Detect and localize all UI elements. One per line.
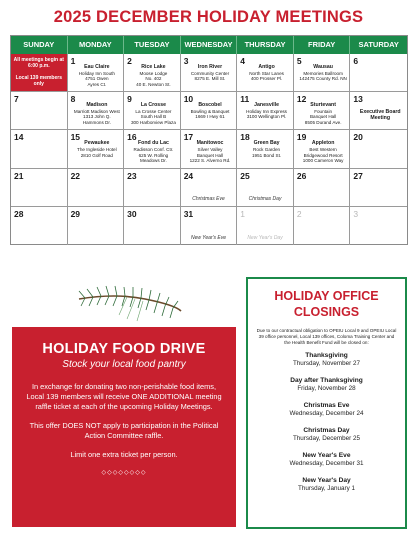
calendar-day — [11, 92, 68, 130]
closings-list — [248, 352, 405, 493]
calendar-day — [181, 92, 238, 130]
day-number: 23 — [127, 170, 137, 181]
meeting-address-line: 2810 Golf Road — [80, 152, 113, 158]
weekday-label: SUNDAY — [11, 36, 68, 54]
meeting-address-line: Rock Garden — [253, 146, 281, 152]
meeting-address-line: 142475 County Rd. NN — [299, 76, 347, 82]
closing-date: Thursday, November 27 — [292, 360, 361, 367]
meeting-event — [129, 141, 178, 163]
calendar-day — [68, 130, 125, 168]
meeting-address-line: Marriott Madison West — [73, 108, 120, 114]
day-number: 6 — [353, 56, 359, 66]
weekday-label: WEDNESDAY — [181, 36, 238, 54]
members-only-notice: Local 139 members only — [15, 75, 62, 87]
food-drive-paragraph: In exchange for donating two non-perishable food items, Local 139 members will receive ONE ADDITIONAL meeting raffle ticket at each of the upcoming Holiday Meetings. — [26, 382, 222, 411]
calendar-day — [181, 130, 238, 168]
calendar-day — [124, 207, 181, 245]
closing-item — [248, 377, 405, 393]
day-number: 19 — [296, 132, 307, 143]
closing-name: Day after Thanksgiving — [290, 377, 363, 384]
meeting-address-line: Hammons Dr. — [82, 119, 111, 125]
meeting-event — [186, 141, 235, 163]
closing-item — [248, 352, 405, 368]
food-drive-paragraph: This offer DOES NOT apply to participation in the Political Action Committee raffle. — [29, 421, 219, 440]
meeting-location: Madison — [86, 102, 108, 109]
meeting-address-line: 300 Harborview Plaza — [130, 119, 176, 125]
day-number: 5 — [296, 56, 302, 66]
meeting-address-line: Moose Lodge — [139, 70, 168, 76]
meeting-time-notice: All meetings begin at 6:00 p.m. — [13, 57, 64, 69]
closings-title-line1: HOLIDAY OFFICE — [274, 289, 379, 303]
meeting-address-line: South Hall B — [140, 114, 167, 120]
day-number: 27 — [353, 170, 363, 181]
calendar-day — [237, 169, 294, 207]
meeting-notice-cell — [11, 54, 68, 92]
meeting-event — [242, 65, 291, 82]
meeting-location: Eau Claire — [84, 64, 110, 70]
closing-name: Thanksgiving — [305, 352, 348, 359]
meeting-address-line: La Crosse Center — [135, 108, 172, 114]
calendar-day — [68, 92, 125, 130]
meeting-event — [186, 65, 235, 82]
day-number: 10 — [183, 94, 194, 105]
meeting-address-line: Fountain — [314, 108, 333, 114]
day-number: 3 — [183, 56, 189, 66]
weekday-label: FRIDAY — [294, 36, 351, 54]
day-number: 25 — [240, 170, 250, 181]
holiday-label: New Year's Day — [247, 235, 283, 241]
closing-date: Thursday, December 25 — [292, 435, 361, 442]
calendar-day — [237, 207, 294, 245]
day-number: 12 — [296, 94, 307, 105]
calendar-day — [68, 169, 125, 207]
closing-item — [248, 427, 405, 443]
meeting-location: Wausau — [313, 64, 333, 70]
meeting-event — [242, 103, 291, 120]
day-number: 20 — [353, 132, 363, 143]
meeting-location: Fond du Lac — [138, 140, 169, 147]
day-number: 11 — [240, 94, 250, 105]
meeting-address-line: 1313 John Q. — [83, 114, 111, 120]
meeting-address-line: 4751 Owen — [85, 76, 109, 82]
closing-item — [248, 402, 405, 418]
weekday-header — [11, 36, 407, 54]
meeting-address-line: 1000 Cameron Way — [302, 158, 344, 164]
meeting-address-line: Banquet Hall — [309, 114, 337, 120]
closings-intro: Due to our contractual obligation to OPEIU Local 9 and OPEIU Local 39 office personnel, Local 139 offices, Coloma Training Center and the Health Benefit Fund will be closed on: — [256, 328, 397, 345]
closing-name: New Year's Day — [302, 477, 351, 484]
meeting-address-line: Holiday Inn South — [78, 70, 115, 76]
food-drive-paragraph: Limit one extra ticket per person. — [70, 450, 178, 459]
meeting-address-line: Silver Valley — [197, 146, 223, 152]
meeting-location: Pewaukee — [84, 140, 110, 147]
calendar-day — [181, 207, 238, 245]
calendar-day — [11, 207, 68, 245]
holiday-label: New Year's Eve — [190, 235, 227, 241]
day-number: 13 — [353, 94, 363, 105]
meeting-event — [242, 141, 291, 158]
meeting-location: Executive Board Meeting — [359, 109, 401, 121]
meeting-location: Antigo — [258, 64, 275, 70]
meeting-address-line: 1951 Bond St. — [252, 152, 282, 158]
calendar-day — [294, 92, 351, 130]
page-title: 2025 DECEMBER HOLIDAY MEETINGS — [53, 8, 364, 26]
closing-date: Wednesday, December 31 — [289, 460, 364, 467]
closing-date: Friday, November 28 — [297, 385, 356, 392]
meeting-address-line: North Star Lanes — [249, 70, 284, 76]
day-number: 9 — [127, 94, 132, 105]
closing-date: Wednesday, December 24 — [289, 410, 364, 417]
meeting-address-line: 1222 S. Alverno Rd. — [189, 158, 231, 164]
meeting-address-line: Ayres Ct. — [87, 81, 107, 87]
meeting-event — [129, 103, 178, 125]
calendar-day — [68, 207, 125, 245]
meeting-address-line: 3100 Wellington Pl. — [246, 114, 287, 120]
closing-name: Christmas Eve — [303, 402, 350, 409]
calendar-grid — [11, 54, 407, 245]
day-number: 2 — [296, 208, 302, 219]
closings-title-line2: CLOSINGS — [293, 305, 360, 319]
calendar-day — [181, 54, 238, 92]
meeting-address-line: No. 402 — [145, 76, 162, 82]
food-drive-body — [26, 382, 222, 460]
calendar-day — [237, 130, 294, 168]
calendar-day — [350, 54, 407, 92]
calendar-day — [124, 130, 181, 168]
meeting-address-line: 1669 I Hwy 61 — [195, 114, 225, 120]
food-drive-title: HOLIDAY FOOD DRIVE — [42, 341, 206, 357]
calendar-day — [350, 92, 407, 130]
day-number: 4 — [240, 56, 246, 66]
meeting-address-line: Banquet Hall — [196, 152, 224, 158]
food-drive-subtitle: Stock your local food pantry — [62, 359, 186, 370]
day-number: 8 — [70, 94, 76, 105]
meeting-location: Appleton — [311, 140, 335, 147]
meeting-address-line: 40 E. Newton St. — [136, 81, 171, 87]
office-closings-panel — [246, 277, 407, 529]
calendar-day — [294, 207, 351, 245]
meeting-address-line: Best Western — [309, 146, 337, 152]
meeting-location: La Crosse — [140, 102, 166, 109]
weekday-label: MONDAY — [68, 36, 125, 54]
day-number: 3 — [353, 208, 359, 219]
closing-date: Thursday, January 1 — [298, 485, 355, 492]
day-number: 16 — [127, 132, 137, 143]
meeting-location: Green Bay — [253, 140, 280, 147]
closing-name: Christmas Day — [303, 427, 350, 434]
closing-item — [248, 477, 405, 493]
meeting-location: Manitowoc — [196, 140, 224, 147]
meeting-address-line: Memories Ballroom — [303, 70, 343, 76]
calendar-day — [294, 54, 351, 92]
day-number: 21 — [14, 170, 24, 181]
decorative-divider: ◇◇◇◇◇◇◇◇ — [101, 470, 147, 476]
meeting-address-line: 625 W. Rolling — [138, 152, 169, 158]
meeting-address-line: 8275 E. Mill St. — [194, 76, 226, 82]
day-number: 31 — [183, 208, 194, 219]
holiday-label: Christmas Eve — [192, 195, 225, 202]
closing-name: New Year's Eve — [302, 452, 351, 459]
meeting-location: Boscobel — [198, 102, 222, 109]
day-number: 28 — [14, 208, 24, 219]
calendar-day — [237, 92, 294, 130]
calendar-day — [124, 169, 181, 207]
meeting-event — [73, 141, 122, 158]
calendar-day — [68, 54, 125, 92]
day-number: 1 — [70, 56, 76, 66]
meeting-address-line: Community Center — [190, 70, 230, 76]
meeting-address-line: Bowling & Banquet — [190, 108, 230, 114]
calendar-day — [124, 54, 181, 92]
december-calendar — [10, 35, 408, 245]
meeting-address-line: Holiday Inn Express — [246, 108, 287, 114]
day-number: 26 — [296, 170, 307, 181]
day-number: 1 — [240, 208, 246, 219]
calendar-day — [294, 169, 351, 207]
day-number: 22 — [70, 170, 81, 181]
weekday-label: SATURDAY — [358, 40, 399, 49]
meeting-address-line: 8505 Durand Ave. — [304, 119, 342, 125]
day-number: 7 — [14, 94, 19, 105]
meeting-address-line: 400 Prosser Pl. — [250, 76, 283, 82]
calendar-day — [350, 169, 407, 207]
weekday-label: TUESDAY — [124, 36, 181, 54]
holiday-label: Christmas Day — [248, 195, 282, 202]
pine-sprig-icon — [75, 277, 185, 325]
meeting-location: Sturtevant — [310, 102, 336, 109]
meeting-address-line: Bridgewood Resort — [303, 152, 343, 158]
meeting-location: Iron River — [197, 64, 223, 70]
meeting-address-line: The Ingleside Hotel — [77, 146, 117, 152]
day-number: 2 — [127, 56, 132, 66]
meeting-event — [129, 65, 178, 87]
meeting-event — [73, 103, 122, 125]
calendar-day — [294, 130, 351, 168]
day-number: 17 — [183, 132, 194, 143]
meeting-address-line: Radisson Conf. Ctr. — [133, 146, 174, 152]
weekday-label: THURSDAY — [237, 36, 294, 54]
closing-item — [248, 452, 405, 468]
meeting-event — [355, 110, 405, 121]
day-number: 29 — [70, 208, 81, 219]
meeting-event — [299, 65, 348, 82]
meeting-location: Rice Lake — [141, 64, 166, 70]
day-number: 14 — [14, 132, 24, 143]
meeting-event — [299, 141, 348, 163]
meeting-event — [186, 103, 235, 120]
calendar-day — [350, 207, 407, 245]
meeting-address-line: Meadows Dr. — [140, 158, 167, 164]
calendar-day — [11, 130, 68, 168]
calendar-day — [11, 169, 68, 207]
day-number: 15 — [70, 132, 81, 143]
day-number: 18 — [240, 132, 250, 143]
calendar-day — [124, 92, 181, 130]
meeting-event — [73, 65, 122, 87]
calendar-day — [237, 54, 294, 92]
day-number: 24 — [183, 170, 194, 181]
meeting-notice — [13, 57, 65, 87]
meeting-event — [299, 103, 348, 125]
calendar-day — [350, 130, 407, 168]
meeting-location: Janesville — [254, 102, 279, 109]
calendar-day — [181, 169, 238, 207]
day-number: 30 — [127, 208, 137, 219]
food-drive-panel — [12, 327, 236, 527]
